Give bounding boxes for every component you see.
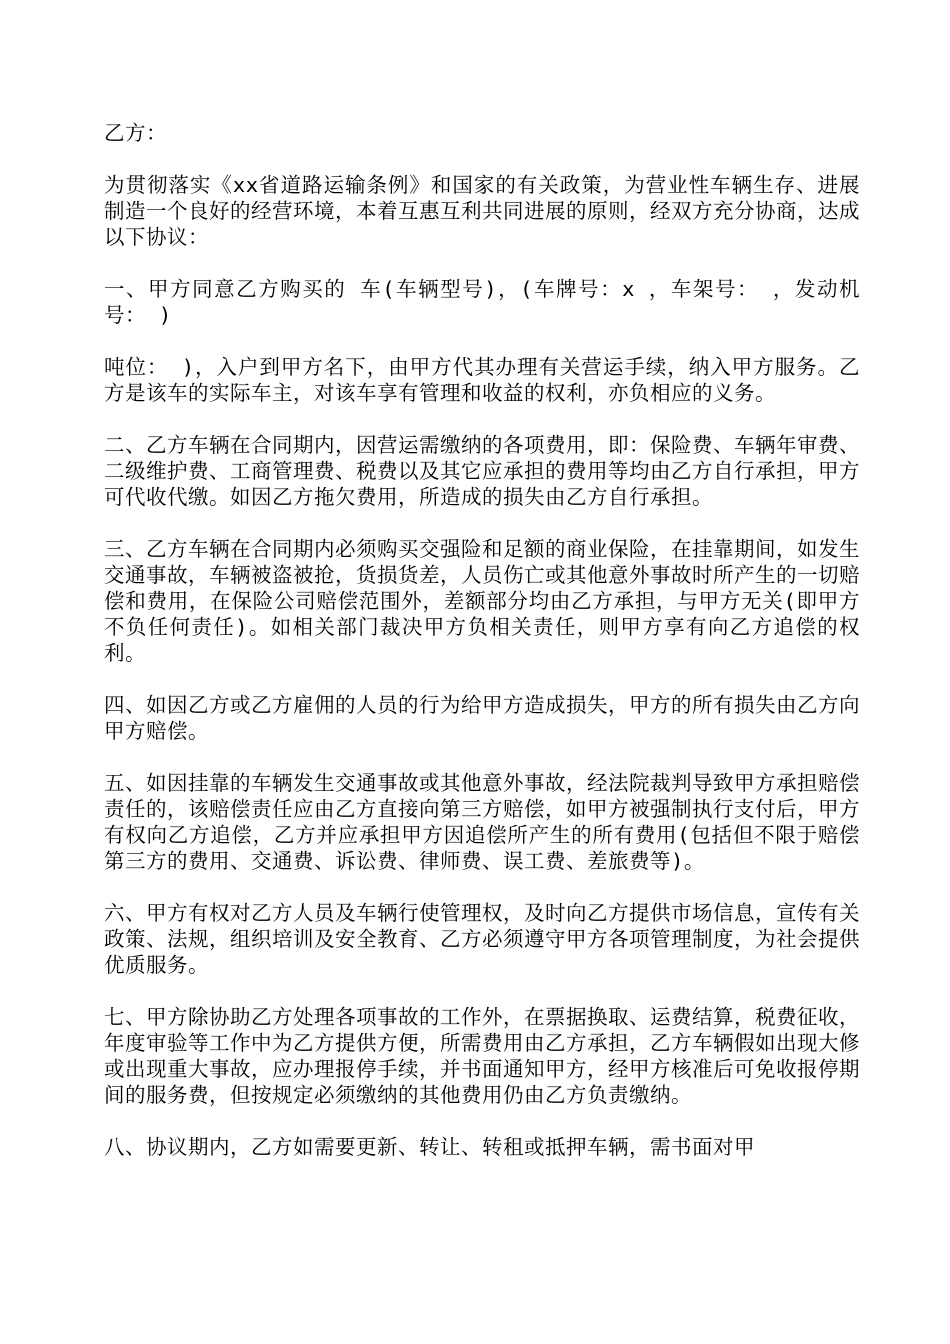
clause-3-paragraph: 三、乙方车辆在合同期内必须购买交强险和足额的商业保险，在挂靠期间，如发生交通事故，车辆被盗被抢，货损货差，人员伤亡或其他意外事故时所产生的一切赔偿和费用，在保险公司赔偿范围外，差额部分均由乙方承担，与甲方无关(即甲方不负任何责任)。如相关部门裁决甲方负相关责任，则甲方享有向乙方追偿的权利。 <box>104 537 860 665</box>
clause-2-paragraph: 二、乙方车辆在合同期内，因营运需缴纳的各项费用，即：保险费、车辆年审费、二级维护费、工商管理费、税费以及其它应承担的费用等均由乙方自行承担，甲方可代收代缴。如因乙方拖欠费用，所造成的损失由乙方自行承担。 <box>104 433 860 509</box>
clause-1-continued-paragraph: 吨位： )，入户到甲方名下，由甲方代其办理有关营运手续，纳入甲方服务。乙方是该车的实际车主，对该车享有管理和收益的权利，亦负相应的义务。 <box>104 355 860 405</box>
clause-4-paragraph: 四、如因乙方或乙方雇佣的人员的行为给甲方造成损失，甲方的所有损失由乙方向甲方赔偿。 <box>104 693 860 743</box>
clause-6-paragraph: 六、甲方有权对乙方人员及车辆行使管理权，及时向乙方提供市场信息，宣传有关政策、法规，组织培训及安全教育、乙方必须遵守甲方各项管理制度，为社会提供优质服务。 <box>104 901 860 977</box>
clause-8-paragraph: 八、协议期内，乙方如需要更新、转让、转租或抵押车辆，需书面对甲 <box>104 1135 755 1159</box>
clause-5-paragraph: 五、如因挂靠的车辆发生交通事故或其他意外事故，经法院裁判导致甲方承担赔偿责任的，该赔偿责任应由乙方直接向第三方赔偿，如甲方被强制执行支付后，甲方有权向乙方追偿，乙方并应承担甲方因追偿所产生的所有费用(包括但不限于赔偿第三方的费用、交通费、诉讼费、律师费、误工费、差旅费等)。 <box>104 771 860 873</box>
party-b-label: 乙方： <box>104 121 167 145</box>
preamble-paragraph: 为贯彻落实《xx省道路运输条例》和国家的有关政策，为营业性车辆生存、进展制造一个良好的经营环境，本着互惠互利共同进展的原则，经双方充分协商，达成以下协议： <box>104 173 860 249</box>
clause-7-paragraph: 七、甲方除协助乙方处理各项事故的工作外，在票据换取、运费结算，税费征收，年度审验等工作中为乙方提供方便，所需费用由乙方承担，乙方车辆假如出现大修或出现重大事故，应办理报停手续，并书面通知甲方，经甲方核准后可免收报停期间的服务费，但按规定必须缴纳的其他费用仍由乙方负责缴纳。 <box>104 1005 860 1107</box>
document-body <box>104 120 860 1186</box>
clause-1-paragraph: 一、甲方同意乙方购买的 车(车辆型号)，(车牌号：x ，车架号： ，发动机号： ) <box>104 277 860 327</box>
